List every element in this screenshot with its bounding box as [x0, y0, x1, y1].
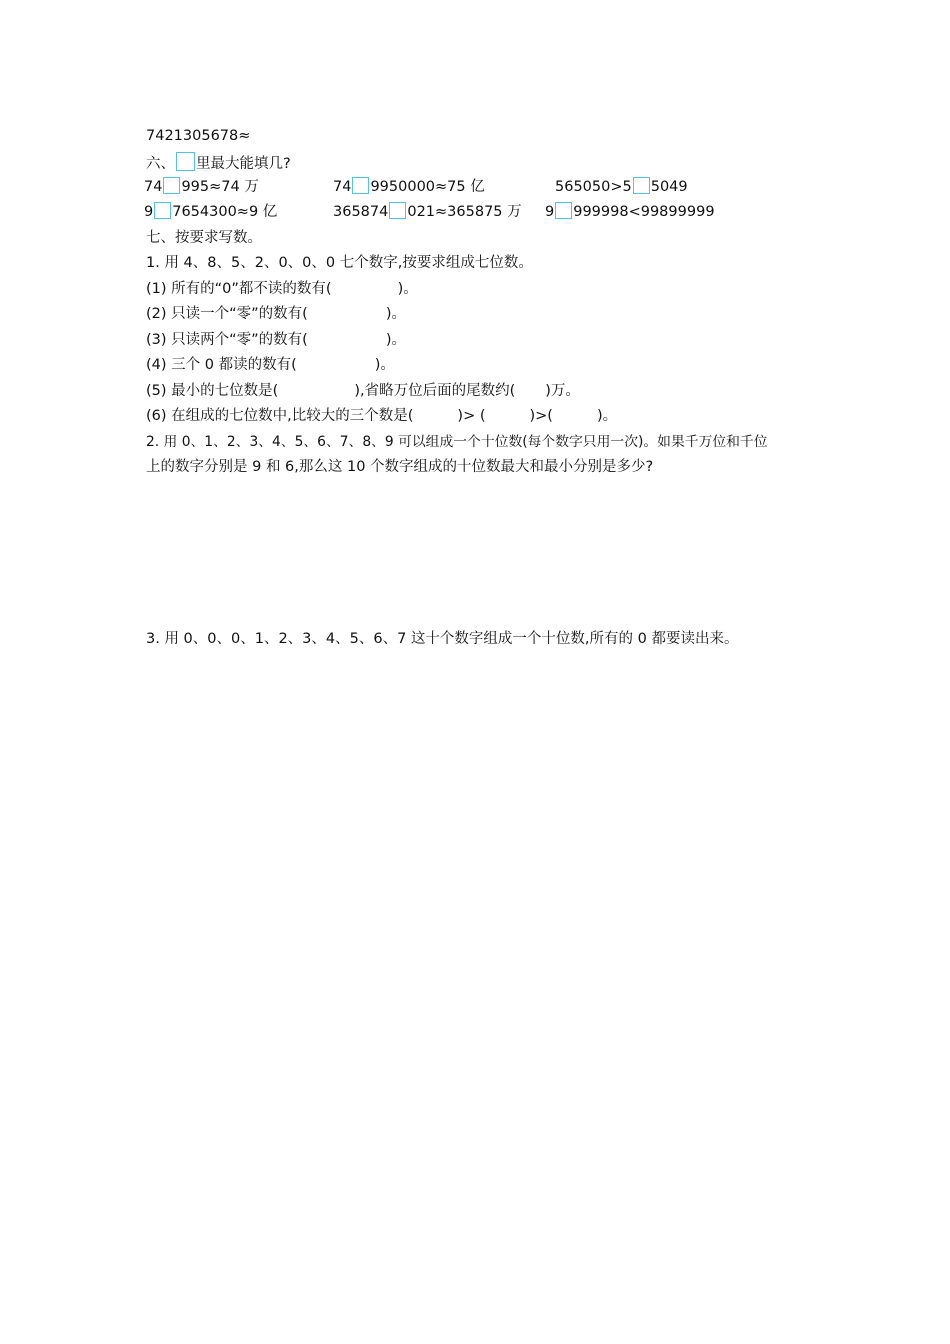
fill-item-1-2: [333, 177, 485, 197]
sub-question-5: [146, 381, 580, 401]
top-line: 7421305678≈: [146, 128, 251, 144]
sub-text: (2) 只读一个“零”的数有(: [146, 306, 308, 322]
answer-box[interactable]: [555, 202, 572, 219]
fill-item-2-3: [545, 202, 715, 222]
answer-box[interactable]: [352, 177, 369, 194]
sub-text: )。: [397, 281, 418, 297]
fill-prefix: 74: [333, 179, 352, 195]
answer-box[interactable]: [389, 202, 406, 219]
fill-prefix: 9: [144, 204, 154, 220]
question-2-line-1: 2. 用 0、1、2、3、4、5、6、7、8、9 可以组成一个十位数(每个数字只用一次)。如果千万位和千位: [146, 434, 768, 450]
question-1: 1. 用 4、8、5、2、0、0、0 七个数字,按要求组成七位数。: [146, 255, 533, 271]
sub-question-3: [146, 330, 406, 350]
section7-title: 七、按要求写数。: [146, 230, 262, 246]
answer-box[interactable]: [154, 202, 171, 219]
fill-suffix: 999998<99899999: [573, 204, 715, 220]
section6-suffix: 里最大能填几?: [196, 156, 291, 172]
sub-text: ),省略万位后面的尾数约(: [354, 383, 516, 399]
sub-text: (3) 只读两个“零”的数有(: [146, 332, 308, 348]
fill-suffix: 7654300≈9 亿: [172, 204, 278, 220]
sub-text: )。: [374, 357, 395, 373]
fill-item-1-1: [144, 177, 259, 197]
sub-text: )万。: [545, 383, 580, 399]
answer-box[interactable]: [633, 177, 650, 194]
fill-item-2-2: [333, 202, 522, 222]
sub-text: (4) 三个 0 都读的数有(: [146, 357, 297, 373]
fill-prefix: 565050>5: [555, 179, 632, 195]
fill-suffix: 5049: [650, 179, 688, 195]
fill-suffix: 995≈74 万: [181, 179, 259, 195]
fill-suffix: 021≈365875 万: [407, 204, 522, 220]
sub-text: (1) 所有的“0”都不读的数有(: [146, 281, 332, 297]
sub-question-6: [146, 406, 617, 426]
sub-text: (5) 最小的七位数是(: [146, 383, 279, 399]
fill-prefix: 9: [545, 204, 555, 220]
sub-text: )>(: [529, 408, 553, 424]
sub-question-4: [146, 355, 395, 375]
fill-prefix: 365874: [333, 204, 389, 220]
sub-text: )> (: [457, 408, 486, 424]
sub-text: )。: [385, 332, 407, 348]
section6-title: [146, 152, 291, 174]
answer-box[interactable]: [176, 152, 195, 171]
fill-item-2-1: [144, 202, 277, 222]
section6-prefix: 六、: [146, 156, 175, 172]
question-2-line-2: 上的数字分别是 9 和 6,那么这 10 个数字组成的十位数最大和最小分别是多少?: [146, 459, 654, 475]
sub-question-2: [146, 304, 406, 324]
fill-suffix: 9950000≈75 亿: [370, 179, 485, 195]
answer-box[interactable]: [163, 177, 180, 194]
question-3: 3. 用 0、0、0、1、2、3、4、5、6、7 这十个数字组成一个十位数,所有的 0 都要读出来。: [146, 631, 739, 647]
sub-text: (6) 在组成的七位数中,比较大的三个数是(: [146, 408, 414, 424]
sub-text: )。: [385, 306, 407, 322]
fill-prefix: 74: [144, 179, 163, 195]
sub-text: )。: [596, 408, 618, 424]
fill-item-1-3: [555, 177, 688, 197]
sub-question-1: [146, 279, 418, 299]
